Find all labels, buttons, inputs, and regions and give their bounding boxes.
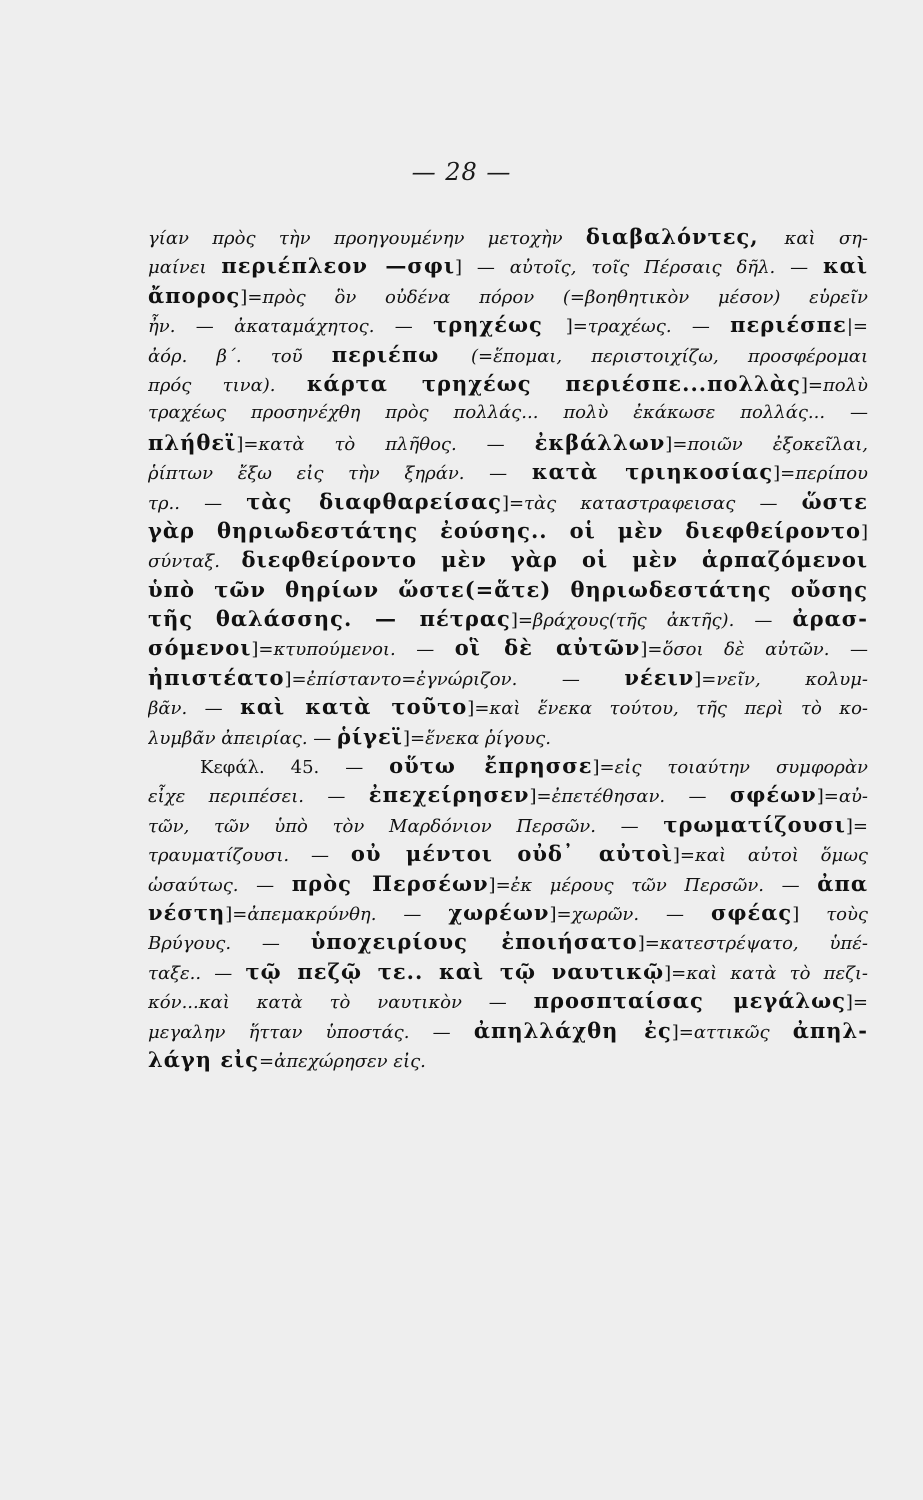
text-line (148, 398, 868, 427)
gloss-text: Βρύγους. — (148, 933, 311, 955)
gloss-text: ὡσαύτως. — (148, 874, 292, 896)
text-line (148, 1045, 868, 1074)
headword: ἀπηλ- (792, 1017, 868, 1043)
gloss-text: τραυματίζουσι. — (148, 845, 351, 867)
headword: περιέπλεον —σφι (221, 253, 455, 279)
headword: ἠπιστέατο (148, 664, 285, 690)
gloss-text: νεῖν, κολυμ- (716, 668, 868, 690)
headword: χωρέων (448, 899, 550, 925)
gloss-text: ]= (236, 433, 259, 455)
gloss-text: ]= (845, 815, 868, 837)
text-line (148, 369, 868, 398)
headword: ὥστε (801, 488, 868, 514)
gloss-text: τρ.. — (148, 492, 247, 514)
headword: νέστη (148, 899, 226, 925)
text-line (148, 281, 868, 310)
gloss-text: κατεστρέψατο, ὑπέ- (659, 933, 868, 955)
page-number: — 28 — (411, 158, 512, 186)
gloss-text: = (259, 1050, 275, 1072)
gloss-text: ]= (549, 903, 572, 925)
gloss-text: πρὸς ὃν οὐδένα πόρον (=βοηθητικὸν μέσον) εὑρεῖν (262, 286, 868, 308)
headword: ὑποχειρίους ἐποιήσατο (310, 929, 638, 955)
gloss-text: ]= (592, 757, 615, 779)
gloss-text: εἰς τοιαύτην συμφορὰν (614, 757, 868, 779)
gloss-text: ]= (640, 639, 663, 661)
text-line (148, 927, 868, 956)
commentary-text (148, 222, 868, 1074)
headword: ἄπορος (148, 282, 241, 308)
text-line (148, 692, 868, 721)
gloss-text: ]= (284, 668, 307, 690)
gloss-text: καὶ κατὰ τὸ πεζι- (686, 962, 868, 984)
headword: σφέων (729, 782, 817, 808)
gloss-text: ]= (816, 786, 839, 808)
headword: τὰς διαφθαρείσας (246, 488, 502, 514)
gloss-text: ἕνεκα ῥίγους. (425, 727, 551, 749)
text-line (148, 898, 868, 927)
text-line (148, 222, 868, 251)
text-line (148, 428, 868, 457)
gloss-text: ]= (467, 698, 490, 720)
headword: οὐ μέντοι οὐδ᾽ αὐτοὶ (350, 841, 673, 867)
text-line (148, 340, 868, 369)
text-line (148, 1016, 868, 1045)
gloss-text: ]= (694, 668, 717, 690)
headword: καὶ κατὰ τοῦτο (240, 694, 468, 720)
gloss-text: ἀόρ. β΄. τοῦ (148, 345, 332, 367)
headword: πλήθεϊ (148, 429, 237, 455)
text-line (148, 604, 868, 633)
text-line (148, 957, 868, 986)
headword: περιέσπε (730, 312, 847, 338)
gloss-text: καὶ ἕνεκα τούτου, τῆς περὶ τὸ κο- (489, 698, 868, 720)
gloss-text: ῥίπτων ἔξω εἰς τὴν ξηράν. — (148, 463, 532, 485)
headword: λάγη εἰς (148, 1046, 260, 1072)
gloss-text: ποιῶν ἐξοκεῖλαι, (687, 433, 868, 455)
text-line (148, 839, 868, 868)
gloss-text: πρός τινα). (148, 374, 307, 396)
text-line (148, 575, 868, 604)
text-line (148, 810, 868, 839)
gloss-text: ]= (773, 463, 796, 485)
gloss-text: πολὺ (822, 374, 868, 396)
gloss-text: ] — (454, 257, 510, 279)
headword: καὶ (822, 253, 868, 279)
gloss-text: χωρῶν. — (571, 903, 711, 925)
gloss-text: ]= (565, 316, 588, 338)
gloss-text: βράχους(τῆς ἀκτῆς). — (532, 610, 793, 632)
gloss-text: κτυπούμενοι. — (273, 639, 455, 661)
headword: τρηχέως (433, 312, 566, 338)
gloss-text: ]= (402, 727, 426, 749)
gloss-text: ἀπεχώρησεν εἰς. (274, 1050, 426, 1072)
gloss-text: κόν...καὶ κατὰ τὸ ναυτικὸν — (148, 992, 534, 1014)
gloss-text: κατὰ τὸ πλῆθος. — (258, 433, 535, 455)
gloss-text: ]= (251, 639, 274, 661)
gloss-text: ]= (529, 786, 552, 808)
gloss-text: ]= (672, 845, 695, 867)
headword: τρωματίζουσι (663, 811, 846, 837)
text-line (148, 251, 868, 280)
gloss-text: ἐπίσταντο=ἐγνώριζον. — (306, 668, 625, 690)
gloss-text: ]= (664, 962, 687, 984)
gloss-text: μαίνει (148, 257, 222, 279)
headword: σφέας (711, 899, 793, 925)
gloss-text: μεγαλην ἥτταν ὑποστάς. — (148, 1021, 474, 1043)
text-line (148, 545, 868, 574)
gloss-text: ἦν. — ἀκαταμάχητος. — (148, 316, 434, 338)
text-line (148, 986, 868, 1015)
headword: οὕτω ἔπρησσε (389, 753, 593, 779)
gloss-text: ] (792, 903, 827, 925)
headword: νέειν (624, 664, 695, 690)
gloss-text: τραχέως. — (587, 316, 731, 338)
gloss-text: σύνταξ. (148, 551, 242, 573)
text-line (148, 633, 868, 662)
gloss-text: αττικῶς (693, 1021, 793, 1043)
gloss-text: βᾶν. — (148, 698, 241, 720)
gloss-text: ]= (510, 610, 533, 632)
gloss-text: τὰς καταστραφεισας — (524, 492, 802, 514)
headword: τῷ πεζῷ τε.. καὶ τῷ ναυτικῷ (245, 958, 665, 984)
gloss-text: ]= (501, 492, 525, 514)
gloss-text: λυμβᾶν ἀπειρίας. — (148, 727, 338, 749)
gloss-text: ταξε.. — (148, 962, 246, 984)
headword: προσπταίσας μεγάλως (533, 988, 846, 1014)
headword: κατὰ τριηκοσίας (531, 459, 774, 485)
headword: περιέπω (331, 341, 471, 367)
gloss-text: ὅσοι δὲ αὐτῶν. — (662, 639, 868, 661)
gloss-text: ]= (845, 992, 868, 1014)
gloss-text: ]= (488, 874, 511, 896)
gloss-text: ]= (665, 433, 688, 455)
gloss-text: ] (860, 521, 868, 543)
gloss-text: αὐτοῖς, τοῖς Πέρσαις δῆλ. — (509, 257, 823, 279)
gloss-text: περίπου (795, 463, 868, 485)
gloss-text: τοὺς (826, 903, 868, 925)
text-line (148, 780, 868, 809)
headword: γὰρ θηριωδεστάτης ἐούσης.. οἱ μὲν διεφθείροντο (148, 517, 861, 543)
text-line (148, 457, 868, 486)
gloss-text: (=ἕπομαι, περιστοιχίζω, προσφέρομαι (471, 345, 868, 367)
gloss-text: εἶχε περιπέσει. — (148, 786, 369, 808)
headword: ἀρασ- (792, 606, 868, 632)
headword: κάρτα τρηχέως περιέσπε...πολλὰς (306, 370, 801, 396)
gloss-text: αὐ- (838, 786, 868, 808)
text-line (148, 663, 868, 692)
headword: ὑπὸ τῶν θηρίων ὥστε(=ἅτε) θηριωδεστάτης οὔσης (148, 576, 868, 602)
text-line (148, 869, 868, 898)
headword: οἳ δὲ αὐτῶν (454, 635, 641, 661)
gloss-text: καὶ ση- (784, 228, 868, 249)
headword: ἐπεχείρησεν (368, 782, 530, 808)
gloss-text: ]= (671, 1021, 694, 1043)
headword: ἐκβάλλων (534, 429, 666, 455)
gloss-text: καὶ αὐτοὶ ὅμως (695, 845, 868, 867)
gloss-text: ]= (240, 286, 263, 308)
headword: πρὸς Περσέων (291, 870, 489, 896)
gloss-text: |= (846, 316, 868, 338)
gloss-text: ἀπεμακρύνθη. — (247, 903, 449, 925)
text-line (148, 310, 868, 339)
gloss-text: ἐκ μέρους τῶν Περσῶν. — (510, 874, 818, 896)
headword: σόμενοι (148, 635, 252, 661)
headword: ἀπα (817, 870, 868, 896)
gloss-text: ἐπετέθησαν. — (551, 786, 730, 808)
gloss-text: Κεφάλ. 45. — (200, 757, 390, 779)
headword: διαβαλόντες, (585, 224, 785, 249)
gloss-text: ]= (637, 933, 660, 955)
headword: διεφθείροντο μὲν γὰρ οἱ μὲν ἁρπαζόμενοι (241, 547, 868, 573)
headword: τῆς θαλάσσης. — πέτρας (148, 606, 511, 632)
text-line (148, 751, 868, 780)
headword: ἀπηλλάχθη ἐς (473, 1017, 672, 1043)
gloss-text: ]= (800, 374, 823, 396)
headword: ῥίγεϊ (337, 723, 403, 749)
gloss-text: τραχέως προσηνέχθη πρὸς πολλάς... πολὺ ἐκάκωσε πολλάς... — (148, 402, 868, 424)
text-line (148, 487, 868, 516)
text-line (148, 722, 868, 751)
gloss-text: γίαν πρὸς τὴν προηγουμένην μετοχὴν (148, 228, 586, 249)
gloss-text: τῶν, τῶν ὑπὸ τὸν Μαρδόνιον Περσῶν. — (148, 815, 664, 837)
gloss-text: ]= (225, 903, 248, 925)
text-line (148, 516, 868, 545)
